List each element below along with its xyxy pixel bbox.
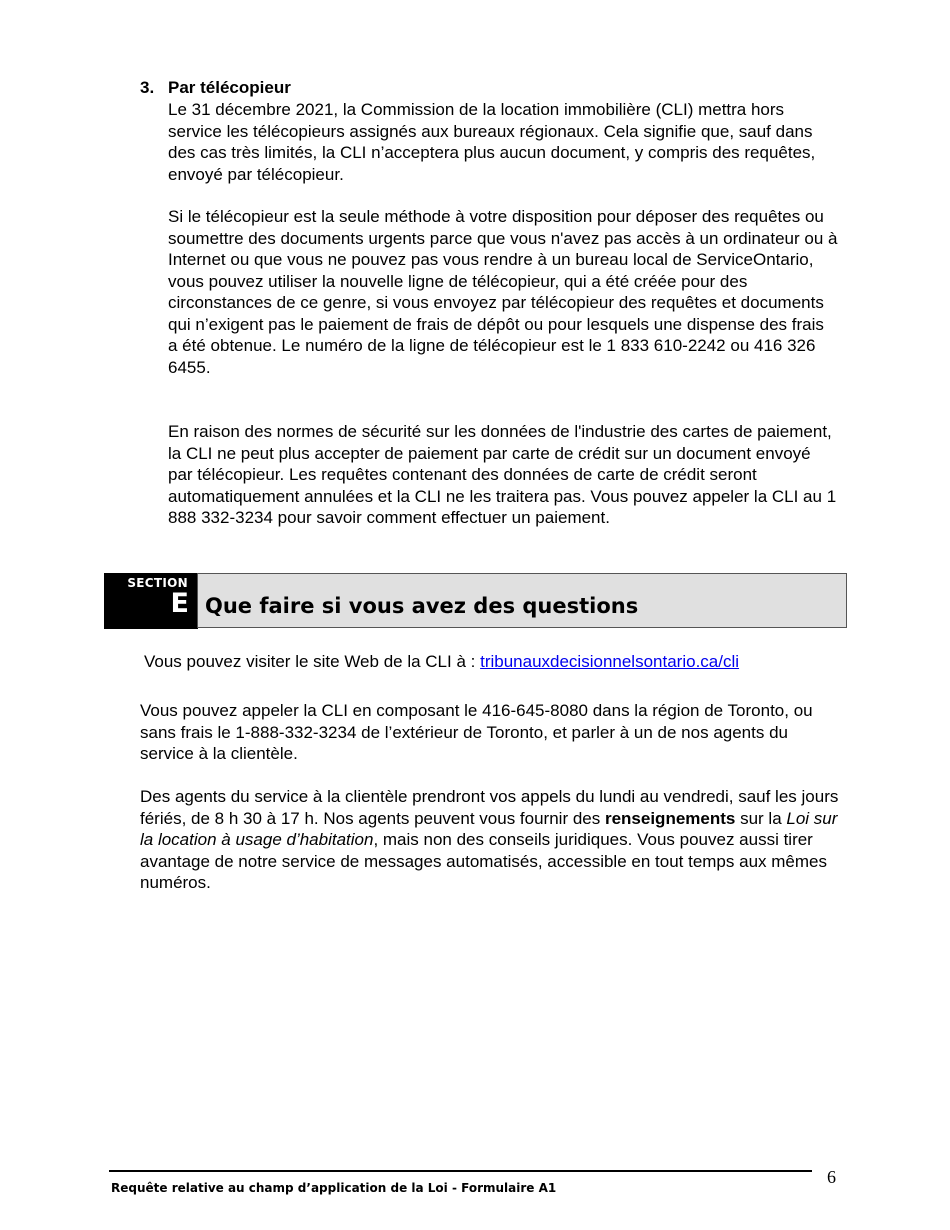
page-number: 6 <box>827 1167 836 1187</box>
section-label: SECTION <box>127 576 188 590</box>
agents-text-2: sur la <box>735 808 787 828</box>
website-prefix: Vous pouvez visiter le site Web de la CLI à : <box>144 652 481 671</box>
item-heading: Par télécopieur <box>168 78 291 97</box>
footer-rule <box>109 1170 812 1172</box>
footer-text: Requête relative au champ d’application de la Loi - Formulaire A1 <box>111 1181 557 1195</box>
fax-paragraph-3: En raison des normes de sécurité sur les données de l'industrie des cartes de paiement, la CLI ne peut plus accepter de paiement par carte de crédit sur un document envoyé par télécopieur. Les requêtes contenant des données de carte de crédit seront automatiquement annulées et la CLI ne les traitera pas. Vous pouvez appeler la CLI au 1 888 332-3234 pour savoir comment effectuer un paiement. <box>168 422 837 527</box>
agents-text-1: Des agents du service à la clientèle prendront vos appels du lundi au vendredi, sauf les jours fériés, de 8 h 30 à 17 h. Nos agents peuvent vous fournir des <box>140 787 839 828</box>
agents-bold: renseignements <box>604 808 736 828</box>
section-badge <box>104 573 198 629</box>
fax-paragraph-1: Le 31 décembre 2021, la Commission de la location immobilière (CLI) mettra hors service les télécopieurs assignés aux bureaux régionaux. Cela signifie que, sauf dans des cas très limités, la CLI n’acceptera plus aucun document, y compris des requêtes, envoyé par télécopieur. <box>168 100 816 184</box>
section-letter: E <box>170 588 189 619</box>
section-title-bar <box>197 573 847 628</box>
fax-paragraph-2: Si le télécopieur est la seule méthode à votre disposition pour déposer des requêtes ou soumettre des documents urgents parce que vous n'avez pas accès à un ordinateur ou à Internet ou que vous ne pouvez pas vous rendre à un bureau local de ServiceOntario, vous pouvez utiliser la nouvelle ligne de télécopieur, qui a été créée pour des circonstances de ce genre, si vous envoyez par télécopieur des requêtes et documents qui n’exigent pas le paiement de frais de dépôt ou pour lesquels une dispense des frais a été obtenue. Le numéro de la ligne de télécopieur est le 1 833 610-2242 ou 416 326 6455. <box>168 207 838 377</box>
agents-paragraph <box>140 786 840 894</box>
agents-text-3: , mais non des conseils juridiques. Vous pouvez aussi tirer avantage de notre service de messages automatisés, accessible en tout temps aux mêmes numéros. <box>140 830 827 892</box>
law-title: Loi sur la location à usage d’habitation <box>140 808 838 849</box>
phone-paragraph: Vous pouvez appeler la CLI en composant le 416-645-8080 dans la région de Toronto, ou sans frais le 1-888-332-3234 de l’extérieur de Toronto, et parler à un de nos agents du service à la clientèle. <box>140 701 813 763</box>
website-link[interactable]: tribunauxdecisionnelsontario.ca/cli <box>480 652 740 671</box>
item-number: 3. <box>140 78 155 97</box>
website-line <box>144 651 739 673</box>
section-title: Que faire si vous avez des questions <box>205 594 639 618</box>
